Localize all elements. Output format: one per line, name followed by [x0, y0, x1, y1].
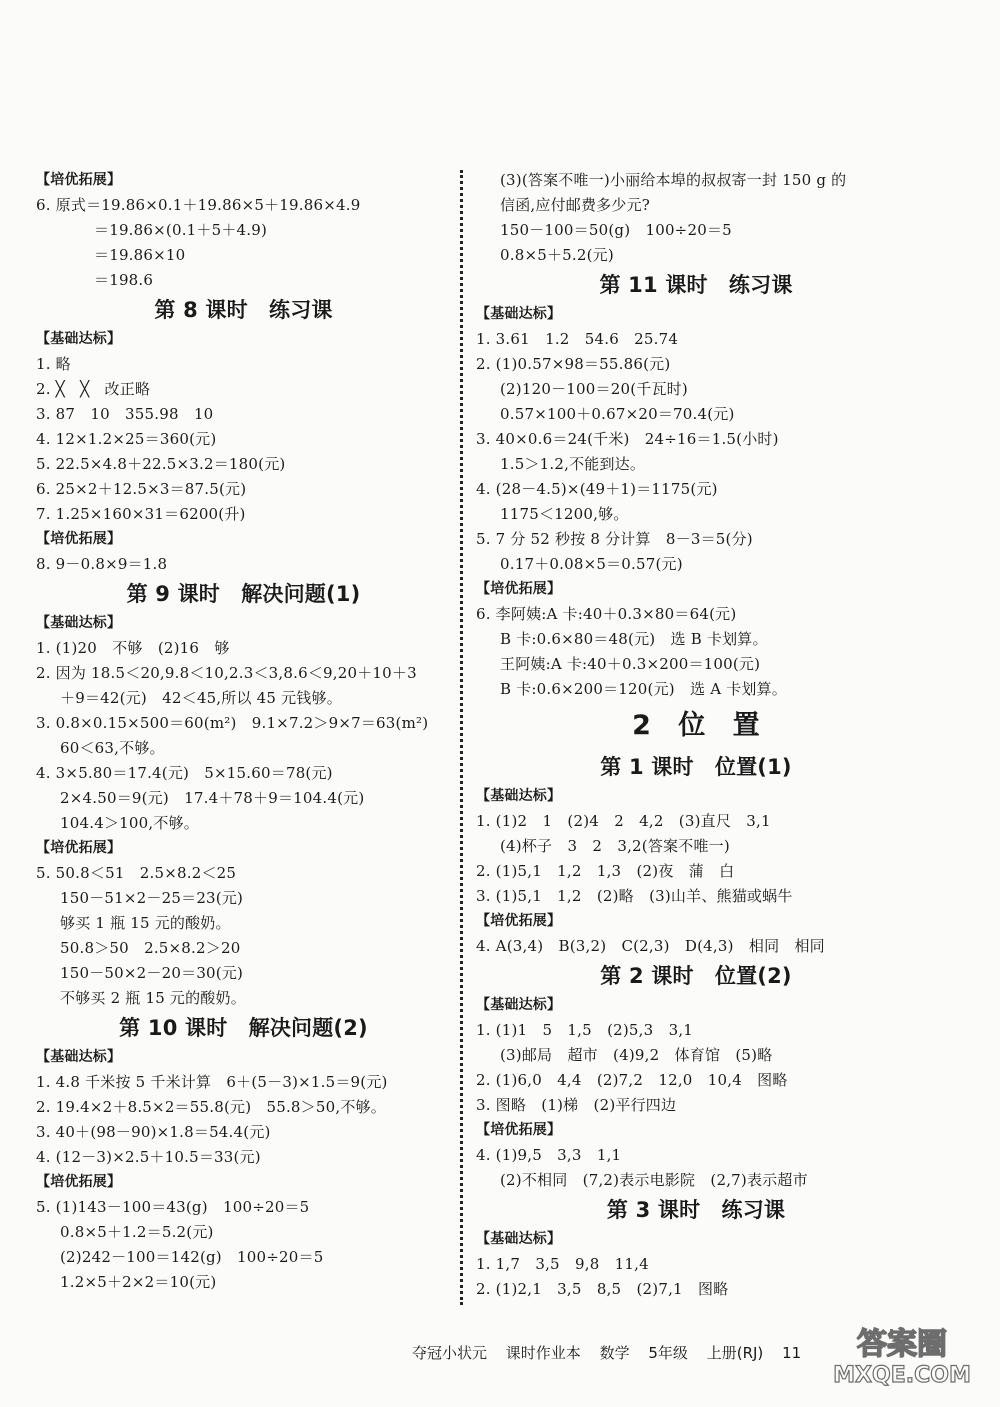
- section-heading: 【基础达标】: [36, 331, 122, 347]
- answer-line: (3)邮局 超市 (4)9,2 体育馆 (5)略: [500, 1046, 773, 1064]
- answer-line: ＋9＝42(元) 42＜45,所以 45 元钱够。: [60, 689, 342, 707]
- section-heading: 【基础达标】: [476, 788, 562, 804]
- answer-line: (2)242－100＝142(g) 100÷20＝5: [60, 1248, 324, 1266]
- watermark-domain: MXQE.COM: [833, 1363, 971, 1388]
- answer-line: 50.8＞50 2.5×8.2＞20: [60, 939, 241, 957]
- unit-title: 2 位 置: [632, 710, 760, 741]
- section-heading: 【基础达标】: [476, 1231, 562, 1247]
- answer-line: 5. (1)143－100＝43(g) 100÷20＝5: [36, 1198, 310, 1216]
- answer-line: 5. 50.8＜51 2.5×8.2＜25: [36, 864, 237, 882]
- answer-line: (4)杯子 3 2 3,2(答案不唯一): [500, 837, 730, 855]
- answer-line: 0.8×5＋5.2(元): [500, 246, 614, 264]
- page-footer: [412, 1342, 815, 1363]
- lesson-title: 第 9 课时 解决问题(1): [126, 582, 361, 606]
- answer-line: 104.4＞100,不够。: [60, 814, 199, 832]
- lesson-title: 第 1 课时 位置(1): [600, 755, 792, 779]
- answer-line: 王阿姨:A 卡:40＋0.3×200＝100(元): [500, 655, 761, 673]
- watermark-logo: [822, 1318, 982, 1388]
- answer-line: 2. 19.4×2＋8.5×2＝55.8(元) 55.8＞50,不够。: [36, 1098, 386, 1116]
- answer-line: B 卡:0.6×80＝48(元) 选 B 卡划算。: [500, 630, 768, 648]
- answer-line: 1.2×5＋2×2＝10(元): [60, 1273, 217, 1291]
- answer-line: 2. (1)5,1 1,2 1,3 (2)夜 蒲 白: [476, 862, 735, 880]
- answer-line: 1. 略: [36, 355, 71, 373]
- lesson-title: 第 10 课时 解决问题(2): [119, 1016, 368, 1040]
- section-heading: 【培优拓展】: [476, 581, 562, 597]
- answer-line: 0.8×5＋1.2＝5.2(元): [60, 1223, 214, 1241]
- answer-line: 6. 李阿姨:A 卡:40＋0.3×80＝64(元): [476, 605, 737, 623]
- answer-line: 4. 3×5.80＝17.4(元) 5×15.60＝78(元): [36, 764, 333, 782]
- answer-line: 1. 1,7 3,5 9,8 11,4: [476, 1255, 649, 1273]
- footer-book: 课时作业本: [505, 1344, 581, 1362]
- answer-line: 3. 图略 (1)梯 (2)平行四边: [476, 1096, 677, 1114]
- answer-line: 4. 12×1.2×25＝360(元): [36, 430, 217, 448]
- page-number: 11: [782, 1344, 802, 1362]
- footer-grade: 5年级: [648, 1344, 688, 1362]
- answer-line: 1. 3.61 1.2 54.6 25.74: [476, 330, 679, 348]
- section-heading: 【培优拓展】: [476, 1122, 562, 1138]
- section-heading: 【基础达标】: [476, 997, 562, 1013]
- answer-line: 5. 7 分 52 秒按 8 分计算 8－3＝5(分): [476, 530, 753, 548]
- answer-line: 8. 9－0.8×9＝1.8: [36, 555, 168, 573]
- answer-line: 1. (1)2 1 (2)4 2 4,2 (3)直尺 3,1: [476, 812, 771, 830]
- answer-line: 7. 1.25×160×31＝6200(升): [36, 505, 246, 523]
- lesson-title: 第 2 课时 位置(2): [600, 964, 792, 988]
- section-heading: 【基础达标】: [36, 615, 122, 631]
- answer-line: 150－100＝50(g) 100÷20＝5: [500, 221, 732, 239]
- answer-line: 2. 因为 18.5＜20,9.8＜10,2.3＜3,8.6＜9,20＋10＋3: [36, 664, 417, 682]
- watermark-text: 答案圈: [857, 1327, 947, 1362]
- answer-line: 3. 40＋(98－90)×1.8＝54.4(元): [36, 1123, 271, 1141]
- answer-line: 4. (1)9,5 3,3 1,1: [476, 1146, 622, 1164]
- footer-series: 夺冠小状元: [412, 1344, 488, 1362]
- footer-subject: 数学: [599, 1344, 630, 1362]
- answer-line: (2)不相同 (7,2)表示电影院 (2,7)表示超市: [500, 1171, 808, 1189]
- answer-line: 不够买 2 瓶 15 元的酸奶。: [60, 989, 246, 1007]
- answer-line: ＝198.6: [94, 271, 154, 289]
- answer-line: 信函,应付邮费多少元?: [500, 196, 651, 214]
- answer-line: ＝19.86×10: [94, 246, 186, 264]
- answer-line: 4. (28－4.5)×(49＋1)＝1175(元): [476, 480, 718, 498]
- lesson-title: 第 8 课时 练习课: [154, 298, 333, 322]
- answer-line: 150－50×2－20＝30(元): [60, 964, 244, 982]
- answer-line: 1. (1)20 不够 (2)16 够: [36, 639, 230, 657]
- answer-line: ＝19.86×(0.1＋5＋4.9): [94, 221, 268, 239]
- answer-line: 3. 40×0.6＝24(千米) 24÷16＝1.5(小时): [476, 430, 779, 448]
- answer-line: 5. 22.5×4.8＋22.5×3.2＝180(元): [36, 455, 286, 473]
- answer-line: 0.57×100＋0.67×20＝70.4(元): [500, 405, 735, 423]
- answer-line: 够买 1 瓶 15 元的酸奶。: [60, 914, 231, 932]
- answer-line: 4. A(3,4) B(3,2) C(2,3) D(4,3) 相同 相同: [476, 937, 825, 955]
- answer-line: (3)(答案不唯一)小丽给本埠的叔叔寄一封 150 g 的: [500, 171, 847, 189]
- answer-line: 3. 87 10 355.98 10: [36, 405, 214, 423]
- answer-line: 1.5＞1.2,不能到达。: [500, 455, 646, 473]
- section-heading: 【基础达标】: [476, 306, 562, 322]
- answer-line: 2. (1)0.57×98＝55.86(元): [476, 355, 671, 373]
- section-heading: 【培优拓展】: [36, 172, 122, 188]
- answer-line: 2×4.50＝9(元) 17.4＋78＋9＝104.4(元): [60, 789, 365, 807]
- section-heading: 【培优拓展】: [36, 1174, 122, 1190]
- answer-line: 4. (12－3)×2.5＋10.5＝33(元): [36, 1148, 261, 1166]
- answer-line: 3. 0.8×0.15×500＝60(m²) 9.1×7.2＞9×7＝63(m²): [36, 714, 429, 732]
- footer-volume: 上册(RJ): [706, 1344, 764, 1362]
- answer-line: 2. (1)2,1 3,5 8,5 (2)7,1 图略: [476, 1280, 729, 1298]
- answer-line: 0.17＋0.08×5＝0.57(元): [500, 555, 683, 573]
- section-heading: 【基础达标】: [36, 1049, 122, 1065]
- section-heading: 【培优拓展】: [476, 913, 562, 929]
- answer-line: 2. ╳ ╳ 改正略: [36, 380, 151, 398]
- lesson-title: 第 3 课时 练习课: [606, 1198, 786, 1222]
- answer-line: 6. 原式＝19.86×0.1＋19.86×5＋19.86×4.9: [36, 196, 361, 214]
- section-heading: 【培优拓展】: [36, 531, 122, 547]
- answer-line: (2)120－100＝20(千瓦时): [500, 380, 688, 398]
- column-divider: [460, 170, 463, 1305]
- lesson-title: 第 11 课时 练习课: [599, 273, 793, 297]
- answer-line: 150－51×2－25＝23(元): [60, 889, 244, 907]
- right-column: [476, 168, 916, 1302]
- section-heading: 【培优拓展】: [36, 840, 122, 856]
- answer-line: 1. (1)1 5 1,5 (2)5,3 3,1: [476, 1021, 694, 1039]
- left-column: [36, 168, 451, 1295]
- answer-line: B 卡:0.6×200＝120(元) 选 A 卡划算。: [500, 680, 788, 698]
- answer-line: 3. (1)5,1 1,2 (2)略 (3)山羊、熊猫或蜗牛: [476, 887, 793, 905]
- answer-line: 2. (1)6,0 4,4 (2)7,2 12,0 10,4 图略: [476, 1071, 788, 1089]
- answer-line: 1175＜1200,够。: [500, 505, 629, 523]
- answer-line: 60＜63,不够。: [60, 739, 165, 757]
- answer-line: 6. 25×2＋12.5×3＝87.5(元): [36, 480, 247, 498]
- answer-line: 1. 4.8 千米按 5 千米计算 6＋(5－3)×1.5＝9(元): [36, 1073, 388, 1091]
